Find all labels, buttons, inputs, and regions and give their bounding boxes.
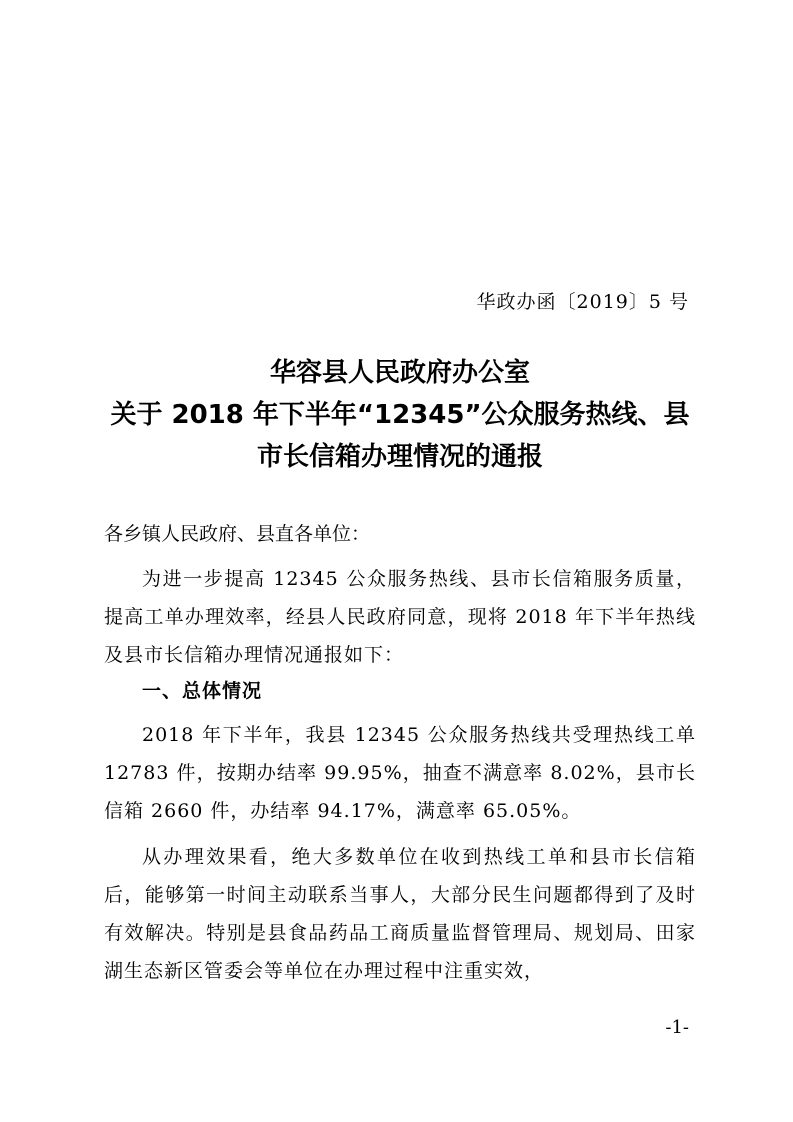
document-title (60, 352, 740, 478)
section-heading-overall: 一、总体情况 (142, 680, 263, 702)
intro-paragraph: 为进一步提高 12345 公众服务热线、县市长信箱服务质量，提高工单办理效率，经县人民政府同意，现将 2018 年下半年热线及县市长信箱办理情况通报如下： (104, 568, 696, 666)
title-line-3: 市长信箱办理情况的通报 (256, 442, 543, 472)
page-number: -1- (665, 1017, 689, 1038)
salutation: 各乡镇人民政府、县直各单位： (104, 523, 371, 545)
statistics-paragraph: 2018 年下半年，我县 12345 公众服务热线共受理热线工单 12783 件，按期办结率 99.95%，抽查不满意率 8.02%，县市长信箱 2660 件，办结率 94.17%，满意率 65.05%。 (104, 724, 696, 822)
title-line-1: 华容县人民政府办公室 (269, 358, 530, 388)
effect-paragraph: 从办理效果看，绝大多数单位在收到热线工单和县市长信箱后，能够第一时间主动联系当事人，大部分民生问题都得到了及时有效解决。特别是县食品药品工商质量监督管理局、规划局、田家湖生态新区管委会等单位在办理过程中注重实效， (104, 846, 696, 982)
title-line-2: 关于 2018 年下半年“12345”公众服务热线、县 (110, 400, 690, 430)
document-number: 华政办函〔2019〕5 号 (476, 291, 689, 313)
